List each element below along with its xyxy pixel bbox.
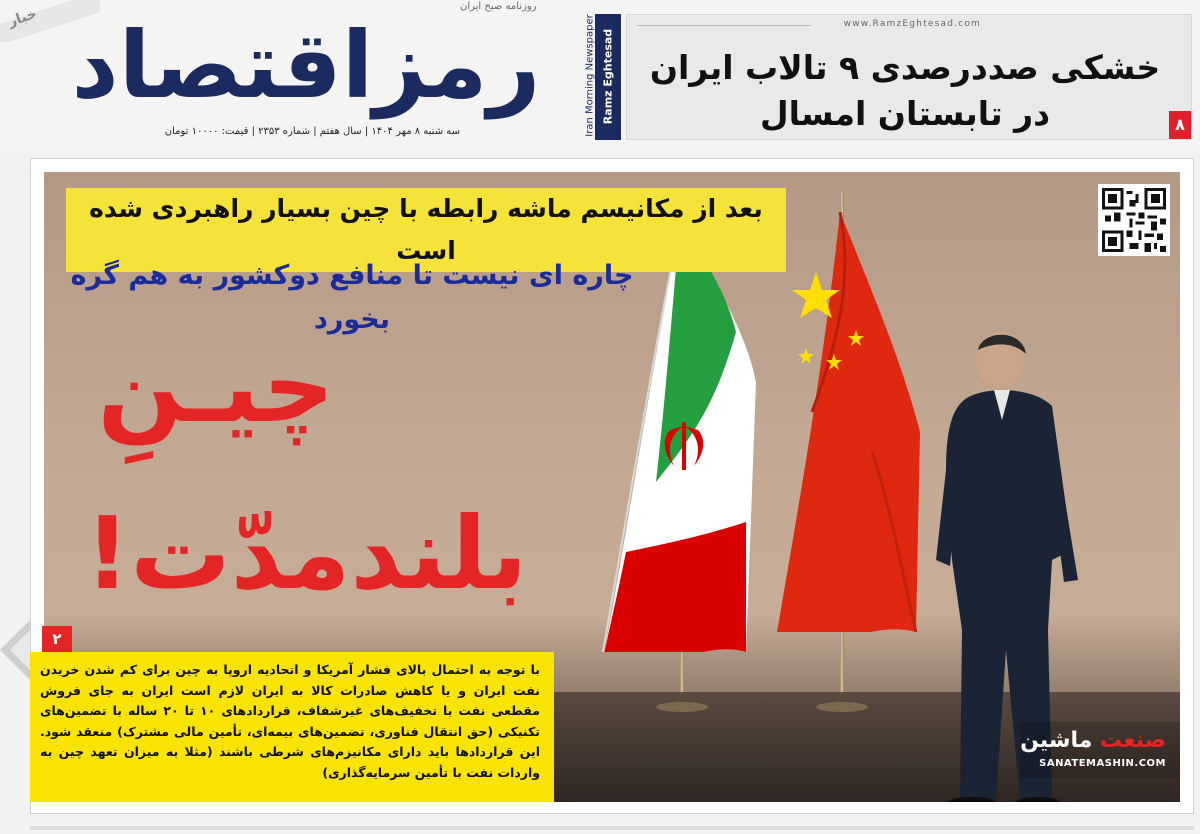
top-teaser[interactable] — [626, 14, 1192, 140]
main-headline-line2[interactable]: بلندمدّت! — [84, 495, 528, 612]
page-fold-icon — [0, 620, 30, 680]
url-divider — [637, 25, 811, 26]
china-flag-base — [816, 702, 868, 712]
teaser-headline[interactable]: خشکی صددرصدی ۹ تالاب ایران در تابستان امسال — [649, 48, 1161, 133]
vertical-tagline: Iran Morning Newspaper — [584, 14, 596, 137]
newspaper-logo[interactable]: رمزاقتصاد — [71, 12, 541, 119]
story-summary[interactable]: با توجه به احتمال بالای فشار آمریکا و اتحادیه اروپا به چین برای کم شدن خریدن نفت ایران و یا کاهش صادرات کالا به ایران لازم است ایران به جای فروش مقطعی نفت با تخفیف‌های غیرشفاف، قراردادهای ۱۰ تا ۲۰ ساله با تضمین‌های تکنیکی (حق انتقال فناوری، تضمین‌های بیمه‌ای، تأمین مالی مشترک) منعقد شود. این قراردادها باید دارای مکانیزم‌های شرطی باشند (مثلا به میزان تعهد چین به واردات نفت با تأمین سرمایه‌گذاری) — [30, 652, 554, 802]
site-url[interactable]: www.RamzEghtesad.com — [843, 19, 981, 29]
corner-tag-text: خبار — [6, 5, 39, 31]
bottom-divider — [30, 826, 1194, 830]
qr-code-icon[interactable] — [1098, 184, 1170, 256]
iran-flag-base — [656, 702, 708, 712]
watermark — [1020, 722, 1180, 778]
vertical-brand: Ramz Eghtesad — [595, 14, 621, 140]
china-flag-icon — [772, 212, 920, 632]
teaser-page-number: ۸ — [1169, 111, 1191, 139]
story-page-number: ۲ — [42, 626, 72, 652]
main-headline-line1[interactable]: چیـنِ — [97, 328, 335, 445]
masthead — [0, 0, 1200, 150]
watermark-logo: صنعت ماشین — [1020, 728, 1166, 753]
watermark-url: SANATEMASHIN.COM — [1039, 758, 1166, 769]
paper-type: روزنامه صبح ایران — [460, 1, 537, 12]
subtitle[interactable]: چاره ای نیست تا منافع دوکشور به هم گره بخورد — [70, 260, 634, 335]
issue-info: سه شنبه ۸ مهر ۱۴۰۴ | سال هفتم | شماره ۲۳۵۳ | قیمت: ۱۰۰۰۰ تومان — [164, 126, 460, 137]
surtitle[interactable]: بعد از مکانیسم ماشه رابطه با چین بسیار راهبردی شده است — [66, 188, 786, 272]
